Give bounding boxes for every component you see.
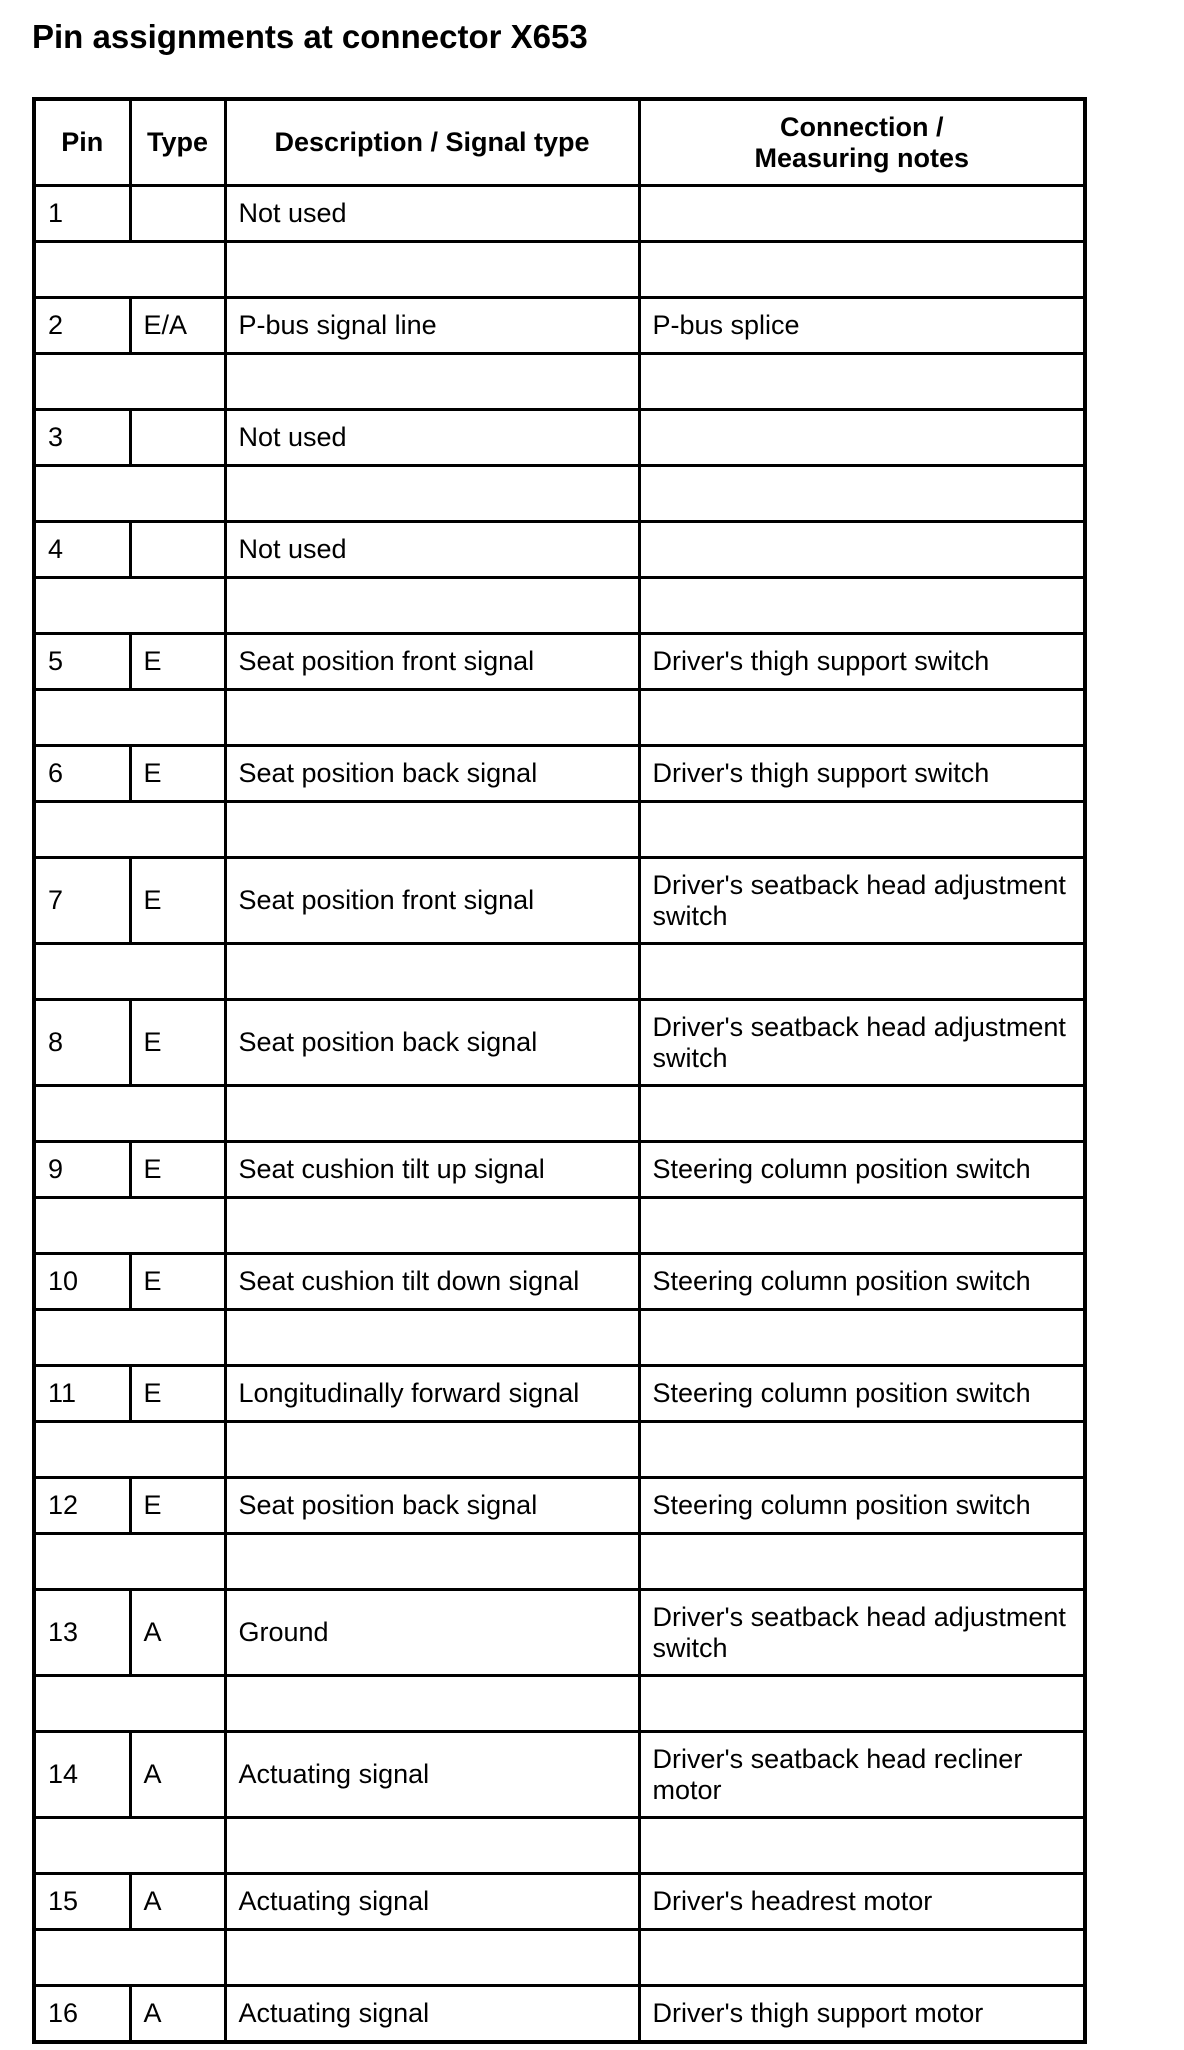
connection-cell: Driver's thigh support motor xyxy=(639,1986,1085,2043)
type-cell xyxy=(130,522,225,578)
pin-cell: 15 xyxy=(34,1874,130,1930)
type-cell: A xyxy=(130,1986,225,2043)
spacer-cell xyxy=(225,578,639,634)
spacer-cell xyxy=(34,944,225,1000)
connection-cell: Driver's seatback head adjustment switch xyxy=(639,1590,1085,1676)
spacer-row xyxy=(34,1310,1085,1366)
type-cell: A xyxy=(130,1590,225,1676)
table-row xyxy=(34,858,1085,944)
spacer-cell xyxy=(639,1198,1085,1254)
spacer-row xyxy=(34,578,1085,634)
spacer-cell xyxy=(34,242,225,298)
spacer-cell xyxy=(34,1422,225,1478)
pin-assignment-table xyxy=(32,97,1087,2044)
description-cell: Not used xyxy=(225,410,639,466)
pin-cell: 8 xyxy=(34,1000,130,1086)
description-cell: Actuating signal xyxy=(225,1874,639,1930)
type-cell: E xyxy=(130,1478,225,1534)
spacer-cell xyxy=(225,690,639,746)
pin-cell: 9 xyxy=(34,1142,130,1198)
spacer-cell xyxy=(34,1930,225,1986)
description-cell: Longitudinally forward signal xyxy=(225,1366,639,1422)
table-row xyxy=(34,1254,1085,1310)
spacer-row xyxy=(34,1930,1085,1986)
type-cell: E xyxy=(130,858,225,944)
table-row xyxy=(34,1732,1085,1818)
table-row xyxy=(34,298,1085,354)
type-cell: E xyxy=(130,1142,225,1198)
spacer-row xyxy=(34,802,1085,858)
connection-cell: Driver's seatback head adjustment switch xyxy=(639,1000,1085,1086)
type-cell xyxy=(130,186,225,242)
spacer-row xyxy=(34,944,1085,1000)
spacer-cell xyxy=(639,944,1085,1000)
spacer-row xyxy=(34,1198,1085,1254)
header-connection-line2: Measuring notes xyxy=(754,142,970,173)
pin-cell: 3 xyxy=(34,410,130,466)
spacer-cell xyxy=(34,802,225,858)
description-cell: Actuating signal xyxy=(225,1986,639,2043)
spacer-cell xyxy=(639,1818,1085,1874)
spacer-cell xyxy=(639,1930,1085,1986)
spacer-cell xyxy=(639,1676,1085,1732)
spacer-cell xyxy=(34,1310,225,1366)
connection-cell: Steering column position switch xyxy=(639,1254,1085,1310)
spacer-cell xyxy=(34,466,225,522)
description-cell: Seat position front signal xyxy=(225,634,639,690)
spacer-cell xyxy=(225,1422,639,1478)
connection-cell: Steering column position switch xyxy=(639,1366,1085,1422)
description-cell: Not used xyxy=(225,522,639,578)
table-row xyxy=(34,1000,1085,1086)
spacer-cell xyxy=(639,1534,1085,1590)
spacer-row xyxy=(34,1086,1085,1142)
spacer-cell xyxy=(225,1676,639,1732)
pin-cell: 1 xyxy=(34,186,130,242)
spacer-cell xyxy=(639,690,1085,746)
type-cell: A xyxy=(130,1732,225,1818)
spacer-cell xyxy=(639,354,1085,410)
spacer-cell xyxy=(639,1310,1085,1366)
spacer-cell xyxy=(225,242,639,298)
spacer-cell xyxy=(34,1676,225,1732)
spacer-cell xyxy=(225,354,639,410)
spacer-cell xyxy=(34,1086,225,1142)
connection-cell: Driver's thigh support switch xyxy=(639,746,1085,802)
spacer-cell xyxy=(639,466,1085,522)
type-cell: E/A xyxy=(130,298,225,354)
description-cell: Actuating signal xyxy=(225,1732,639,1818)
spacer-row xyxy=(34,690,1085,746)
spacer-cell xyxy=(225,1818,639,1874)
table-row xyxy=(34,634,1085,690)
spacer-cell xyxy=(225,1534,639,1590)
pin-cell: 2 xyxy=(34,298,130,354)
connection-cell: Driver's seatback head adjustment switch xyxy=(639,858,1085,944)
connection-cell xyxy=(639,522,1085,578)
page-title: Pin assignments at connector X653 xyxy=(32,18,588,55)
type-cell: E xyxy=(130,746,225,802)
spacer-cell xyxy=(639,1086,1085,1142)
description-cell: Ground xyxy=(225,1590,639,1676)
pin-cell: 12 xyxy=(34,1478,130,1534)
header-pin: Pin xyxy=(34,99,130,186)
connection-cell xyxy=(639,186,1085,242)
connection-cell xyxy=(639,410,1085,466)
pin-cell: 5 xyxy=(34,634,130,690)
spacer-cell xyxy=(34,1198,225,1254)
type-cell: E xyxy=(130,1366,225,1422)
header-description: Description / Signal type xyxy=(225,99,639,186)
pin-cell: 6 xyxy=(34,746,130,802)
spacer-cell xyxy=(34,1818,225,1874)
table-row xyxy=(34,186,1085,242)
spacer-cell xyxy=(639,578,1085,634)
pin-cell: 7 xyxy=(34,858,130,944)
spacer-cell xyxy=(225,944,639,1000)
table-row xyxy=(34,1874,1085,1930)
table-row xyxy=(34,1142,1085,1198)
pin-cell: 16 xyxy=(34,1986,130,2043)
spacer-cell xyxy=(225,1930,639,1986)
spacer-cell xyxy=(225,1086,639,1142)
spacer-cell xyxy=(639,802,1085,858)
table-row xyxy=(34,1986,1085,2043)
description-cell: Seat position back signal xyxy=(225,1000,639,1086)
spacer-row xyxy=(34,1676,1085,1732)
description-cell: Seat position front signal xyxy=(225,858,639,944)
description-cell: Seat cushion tilt down signal xyxy=(225,1254,639,1310)
table-row xyxy=(34,1590,1085,1676)
description-cell: Seat cushion tilt up signal xyxy=(225,1142,639,1198)
header-type: Type xyxy=(130,99,225,186)
table-row xyxy=(34,410,1085,466)
type-cell: E xyxy=(130,634,225,690)
connection-cell: Driver's thigh support switch xyxy=(639,634,1085,690)
spacer-row xyxy=(34,242,1085,298)
type-cell xyxy=(130,410,225,466)
spacer-row xyxy=(34,1534,1085,1590)
spacer-cell xyxy=(34,690,225,746)
pin-cell: 10 xyxy=(34,1254,130,1310)
table-row xyxy=(34,1366,1085,1422)
spacer-row xyxy=(34,1422,1085,1478)
type-cell: E xyxy=(130,1000,225,1086)
pin-cell: 13 xyxy=(34,1590,130,1676)
pin-cell: 11 xyxy=(34,1366,130,1422)
spacer-row xyxy=(34,1818,1085,1874)
spacer-row xyxy=(34,466,1085,522)
type-cell: A xyxy=(130,1874,225,1930)
table-header-row xyxy=(34,99,1085,186)
spacer-cell xyxy=(225,1198,639,1254)
description-cell: Seat position back signal xyxy=(225,746,639,802)
header-connection-line1: Connection / xyxy=(780,111,944,142)
table-row xyxy=(34,746,1085,802)
header-connection xyxy=(639,99,1085,186)
pin-cell: 14 xyxy=(34,1732,130,1818)
spacer-cell xyxy=(34,1534,225,1590)
connection-cell: Steering column position switch xyxy=(639,1142,1085,1198)
spacer-cell xyxy=(639,242,1085,298)
table-row xyxy=(34,1478,1085,1534)
spacer-cell xyxy=(639,1422,1085,1478)
spacer-cell xyxy=(34,354,225,410)
type-cell: E xyxy=(130,1254,225,1310)
spacer-row xyxy=(34,354,1085,410)
pin-cell: 4 xyxy=(34,522,130,578)
connection-cell: Driver's seatback head recliner motor xyxy=(639,1732,1085,1818)
connection-cell: Driver's headrest motor xyxy=(639,1874,1085,1930)
description-cell: P-bus signal line xyxy=(225,298,639,354)
spacer-cell xyxy=(225,466,639,522)
spacer-cell xyxy=(225,1310,639,1366)
spacer-cell xyxy=(225,802,639,858)
spacer-cell xyxy=(34,578,225,634)
connection-cell: P-bus splice xyxy=(639,298,1085,354)
description-cell: Seat position back signal xyxy=(225,1478,639,1534)
description-cell: Not used xyxy=(225,186,639,242)
table-row xyxy=(34,522,1085,578)
connection-cell: Steering column position switch xyxy=(639,1478,1085,1534)
